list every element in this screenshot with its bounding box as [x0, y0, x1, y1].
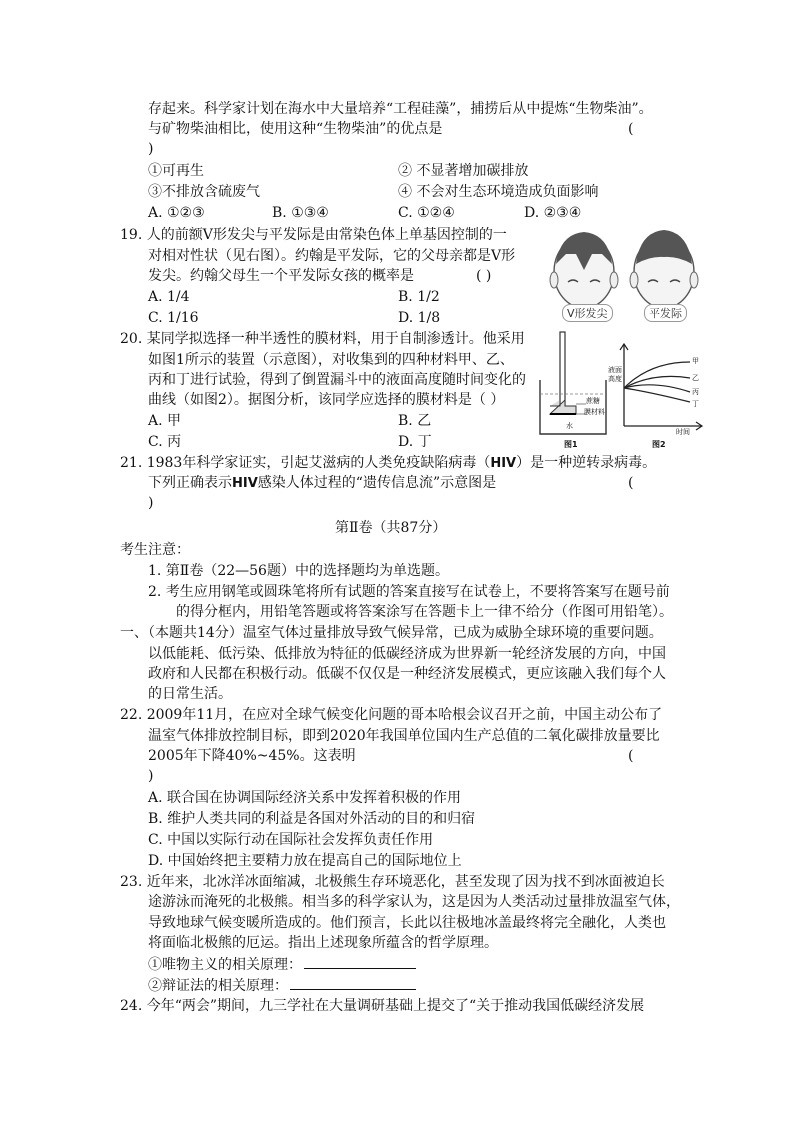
- q19-option-b: B. 1/2: [398, 289, 440, 305]
- section1-line2: 以低能耗、低污染、低排放为特征的低碳经济成为世界新一轮经济发展的方向，中国: [148, 646, 666, 662]
- q23-blank1: [148, 954, 416, 975]
- q19-option-d: D. 1/8: [398, 310, 441, 326]
- notice-2a: 2. 考生应用钢笔或圆珠笔将所有试题的答案直接写在试卷上，不要将答案写在题号前: [148, 584, 670, 600]
- q20-option-b: B. 乙: [398, 413, 432, 429]
- q18-option-b: B. ①③④: [272, 205, 329, 221]
- q18-item-2: ② 不显著增加碳排放: [398, 163, 529, 179]
- part2-title: 第Ⅱ卷（共87分）: [335, 520, 447, 536]
- series-jia-line: [624, 362, 690, 388]
- q21-paren-close: ): [148, 495, 154, 511]
- q22-paren-close: ): [148, 768, 154, 784]
- water-label: 水: [566, 422, 573, 430]
- q19-option-c: C. 1/16: [148, 310, 199, 326]
- q23-line4: 将面临北极熊的厄运。指出上述现象所蕴含的哲学原理。: [148, 935, 498, 951]
- section1-line3: 政府和人民都在积极行动。低碳不仅仅是一种经济发展模式，更应该融入我们每个人: [148, 666, 666, 682]
- q23-blank2: [148, 975, 416, 996]
- q20-option-a: A. 甲: [148, 413, 182, 429]
- hairline-figure: [546, 224, 706, 324]
- straight-hairline-face: [630, 230, 698, 308]
- notice-1: 1. 第Ⅱ卷（22—56题）中的选择题均为单选题。: [148, 563, 449, 579]
- answer-line-1[interactable]: [304, 954, 416, 969]
- notice-2b: 的得分框内，用铅笔答题或将答案涂写在答题卡上一律不给分（作图可用铅笔）。: [176, 604, 673, 620]
- section1-line1: 一、（本题共14分）温室气体过量排放导致气候异常，已成为威胁全球环境的重要问题。: [120, 625, 663, 641]
- q20-line3: 丙和丁进行试验，得到了倒置漏斗中的液面高度随时间变化的: [148, 372, 526, 388]
- series-label-yi: 乙: [692, 374, 699, 382]
- q22-option-c: C. 中国以实际行动在国际社会发挥负责任作用: [148, 832, 434, 848]
- membrane-label: 膜材料: [584, 408, 605, 416]
- q21-line2: [148, 473, 496, 494]
- q18-option-d: D. ②③④: [524, 205, 582, 221]
- osmometer-figure: [536, 330, 614, 454]
- q18-option-c: C. ①②④: [398, 205, 455, 221]
- q20-line1: 20. 某同学拟选择一种半透性的膜材料，用于自制渗透计。他采用: [120, 331, 525, 347]
- fig2-caption: 图2: [652, 440, 666, 449]
- series-ding-line: [624, 388, 690, 402]
- q21-line1-a: 21. 1983年科学家证实，引起艾滋病的人类免疫缺陷病毒（: [120, 455, 491, 471]
- q19-option-a: A. 1/4: [148, 289, 190, 305]
- answer-line-2[interactable]: [290, 975, 416, 990]
- q18-paren-open: (: [628, 121, 634, 137]
- straight-label: 平发际: [644, 304, 687, 322]
- q22-line2: 温室气体排放控制目标，即到2020年我国单位国内生产总值的二氧化碳排放量要比: [148, 728, 660, 744]
- q19-paren: ( ): [476, 268, 492, 284]
- q23-line3: 导致地球气候变暖所造成的。他们预言，长此以往极地冰盖最终将完全融化，人类也: [148, 915, 666, 931]
- v-shaped-hairline-face: [550, 232, 618, 308]
- q18-item-3: ③不排放含硫废气: [148, 184, 260, 200]
- q21-line2-b: 感染人体过程的“遗传信息流”示意图是: [257, 475, 497, 491]
- section1-line4: 的日常生活。: [148, 686, 232, 702]
- q19-line2: 对相对性状（见右图）。约翰是平发际，它的父母亲都是V形: [148, 248, 516, 264]
- q18-item-4: ④ 不会对生态环境造成负面影响: [398, 184, 599, 200]
- q22-option-d: D. 中国始终把主要精力放在提高自己的国际地位上: [148, 853, 462, 869]
- q18-item-1: ①可再生: [148, 163, 204, 179]
- notice-title: 考生注意：: [120, 542, 190, 558]
- q23-line1: 23. 近年来，北冰洋冰面缩减，北极熊生存环境恶化，甚至发现了因为找不到冰面被迫长: [120, 874, 665, 890]
- q22-option-b: B. 维护人类共同的利益是各国对外活动的目的和归宿: [148, 811, 476, 827]
- q19-line1: 19. 人的前额V形发尖与平发际是由常染色体上单基因控制的一: [120, 227, 507, 243]
- series-label-ding: 丁: [692, 400, 699, 408]
- q21-hiv-2: HIV: [232, 476, 258, 491]
- q18-option-a: A. ①②③: [148, 205, 205, 221]
- q21-hiv-1: HIV: [490, 456, 517, 471]
- q23-blank1-label: ①唯物主义的相关原理：: [148, 957, 302, 973]
- q22-paren-open: (: [628, 748, 634, 764]
- series-bing-line: [624, 385, 690, 392]
- q20-option-d: D. 丁: [398, 434, 432, 450]
- q21-line2-a: 下列正确表示: [148, 475, 232, 491]
- ylabel-2: 高度: [608, 375, 622, 383]
- q22-line3: 2005年下降40%~45%。这表明: [148, 748, 356, 764]
- q20-line4: 曲线（如图2）。据图分析，该同学应选择的膜材料是（ ）: [148, 392, 505, 408]
- q20-option-c: C. 丙: [148, 434, 182, 450]
- q18-paren-close: ): [148, 141, 154, 157]
- fig1-caption: 图1: [564, 440, 578, 449]
- v-shaped-label: V形发尖: [562, 304, 613, 322]
- sugar-label: 蔗糖: [586, 397, 600, 405]
- q23-blank2-label: ②辩证法的相关原理：: [148, 978, 288, 994]
- q21-line1: [120, 453, 656, 474]
- q20-line2: 如图1所示的装置（示意图），对收集到的四种材料甲、乙、: [148, 352, 514, 368]
- series-label-bing: 丙: [692, 388, 699, 396]
- series-label-jia: 甲: [692, 357, 699, 365]
- q18-line2: 与矿物柴油相比，使用这种“生物柴油”的优点是: [148, 121, 443, 137]
- q24-line1: 24. 今年“两会”期间，九三学社在大量调研基础上提交了“关于推动我国低碳经济发展: [120, 998, 645, 1014]
- q18-line1: 存起来。科学家计划在海水中大量培养“工程硅藻”，捕捞后从中提炼“生物柴油”。: [148, 101, 653, 117]
- q21-paren-open: (: [628, 475, 634, 491]
- q21-line1-b: ）是一种逆转录病毒。: [516, 455, 657, 471]
- q23-line2: 途游泳而淹死的北极熊。相当多的科学家认为，这是因为人类活动过量排放温室气体，: [148, 894, 680, 910]
- xlabel: 时间: [676, 428, 690, 436]
- ylabel-1: 液面: [608, 366, 622, 374]
- q22-line1: 22. 2009年11月，在应对全球气候变化问题的哥本哈根会议召开之前，中国主动公布了: [120, 707, 663, 723]
- q22-option-a: A. 联合国在协调国际经济关系中发挥着积极的作用: [148, 790, 462, 806]
- q19-line3: 发尖。约翰父母生一个平发际女孩的概率是: [148, 268, 414, 284]
- liquid-height-chart: [610, 340, 710, 454]
